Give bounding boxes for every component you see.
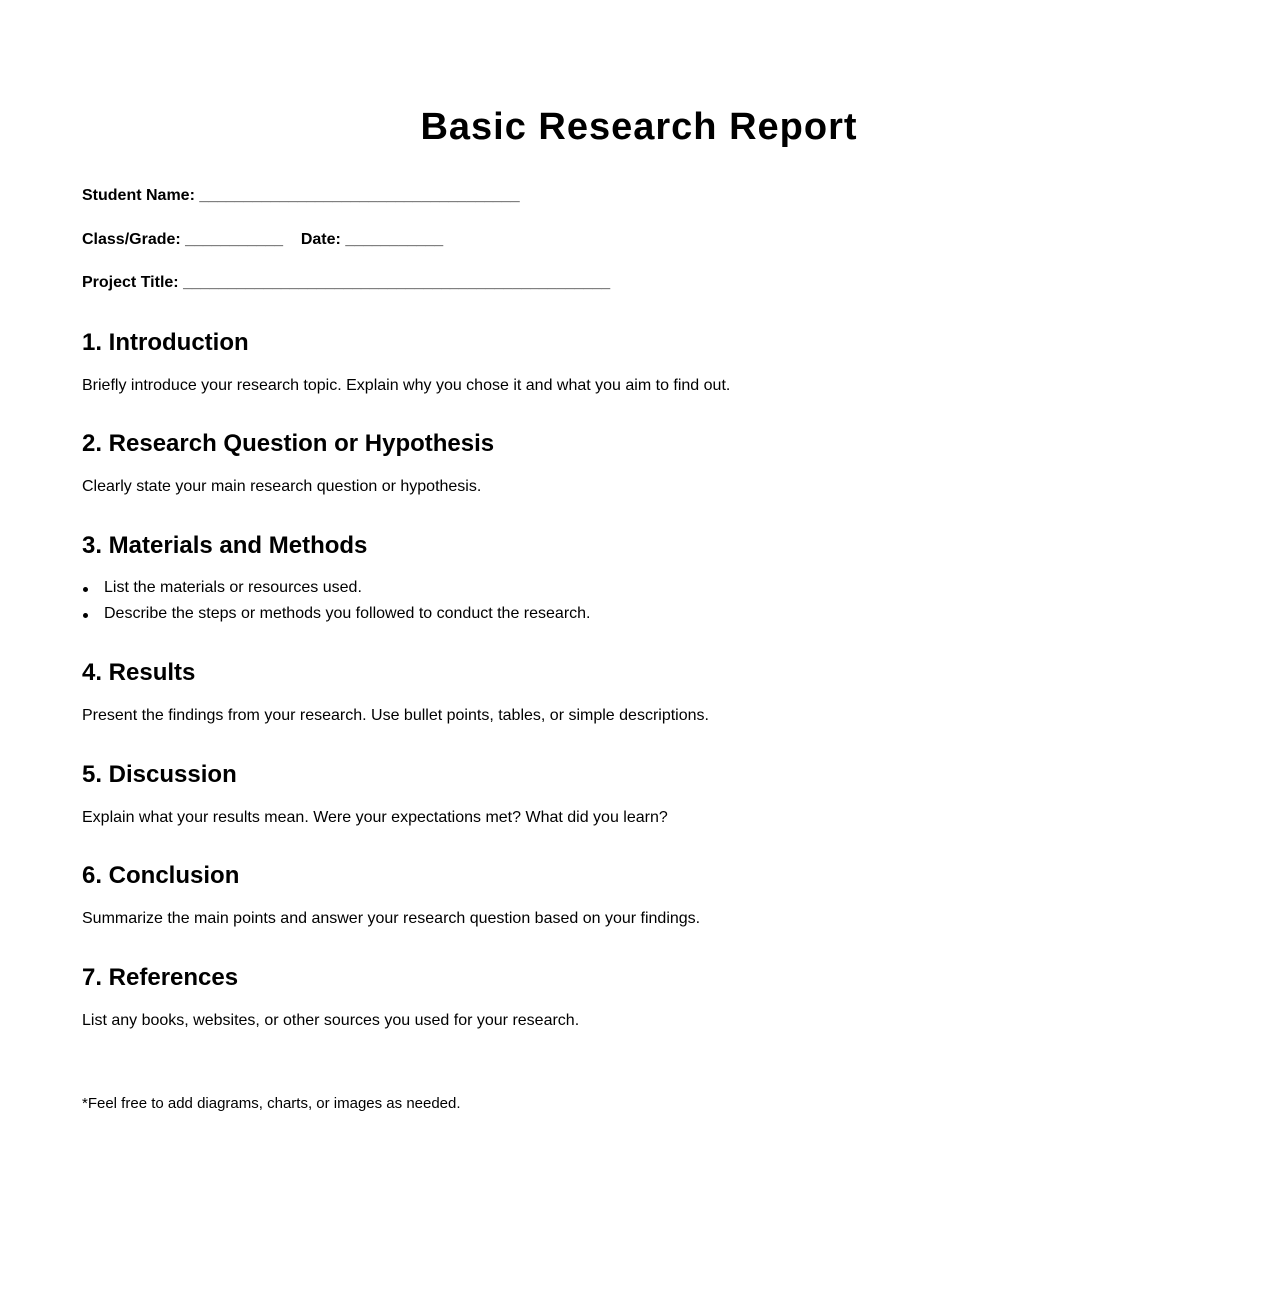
section-text-conclusion: Summarize the main points and answer your research question based on your findings. [82, 910, 701, 927]
section-heading-references: 7. References [82, 964, 239, 991]
section-heading-discussion: 5. Discussion [82, 761, 237, 788]
section-heading-materials-methods: 3. Materials and Methods [82, 532, 368, 559]
date-label: Date: [300, 231, 341, 248]
bullet-icon [83, 587, 88, 592]
list-item [82, 579, 590, 605]
list-item [82, 605, 590, 631]
student-name-label: Student Name: [82, 187, 195, 204]
section-text-results: Present the findings from your research. Use bullet points, tables, or simple descriptions. [82, 707, 709, 724]
footnote: *Feel free to add diagrams, charts, or images as needed. [82, 1095, 461, 1112]
class-date-row [82, 231, 443, 249]
project-title-label: Project Title: [82, 274, 179, 291]
document-title: Basic Research Report [420, 106, 858, 148]
section-text-discussion: Explain what your results mean. Were your expectations met? What did you learn? [82, 809, 668, 826]
section-heading-research-question: 2. Research Question or Hypothesis [82, 430, 495, 457]
section-text-references: List any books, websites, or other sources you used for your research. [82, 1012, 580, 1029]
class-grade-blank[interactable]: ___________ [185, 231, 284, 248]
project-title-blank[interactable]: ________________________________________________ [183, 274, 611, 291]
section-text-research-question: Clearly state your main research question or hypothesis. [82, 478, 482, 495]
list-item-text: List the materials or resources used. [104, 579, 362, 596]
list-item-text: Describe the steps or methods you followed to conduct the research. [104, 605, 591, 622]
class-grade-label: Class/Grade: [82, 231, 181, 248]
section-text-introduction: Briefly introduce your research topic. Explain why you chose it and what you aim to find out. [82, 377, 731, 394]
student-name-blank[interactable]: ____________________________________ [199, 187, 520, 204]
section-heading-conclusion: 6. Conclusion [82, 862, 240, 889]
project-title-field [82, 274, 610, 292]
date-blank[interactable]: ___________ [345, 231, 444, 248]
section-heading-results: 4. Results [82, 659, 196, 686]
student-name-field [82, 187, 520, 205]
bullet-icon [83, 613, 88, 618]
section-heading-introduction: 1. Introduction [82, 329, 249, 356]
materials-methods-list [82, 579, 590, 631]
